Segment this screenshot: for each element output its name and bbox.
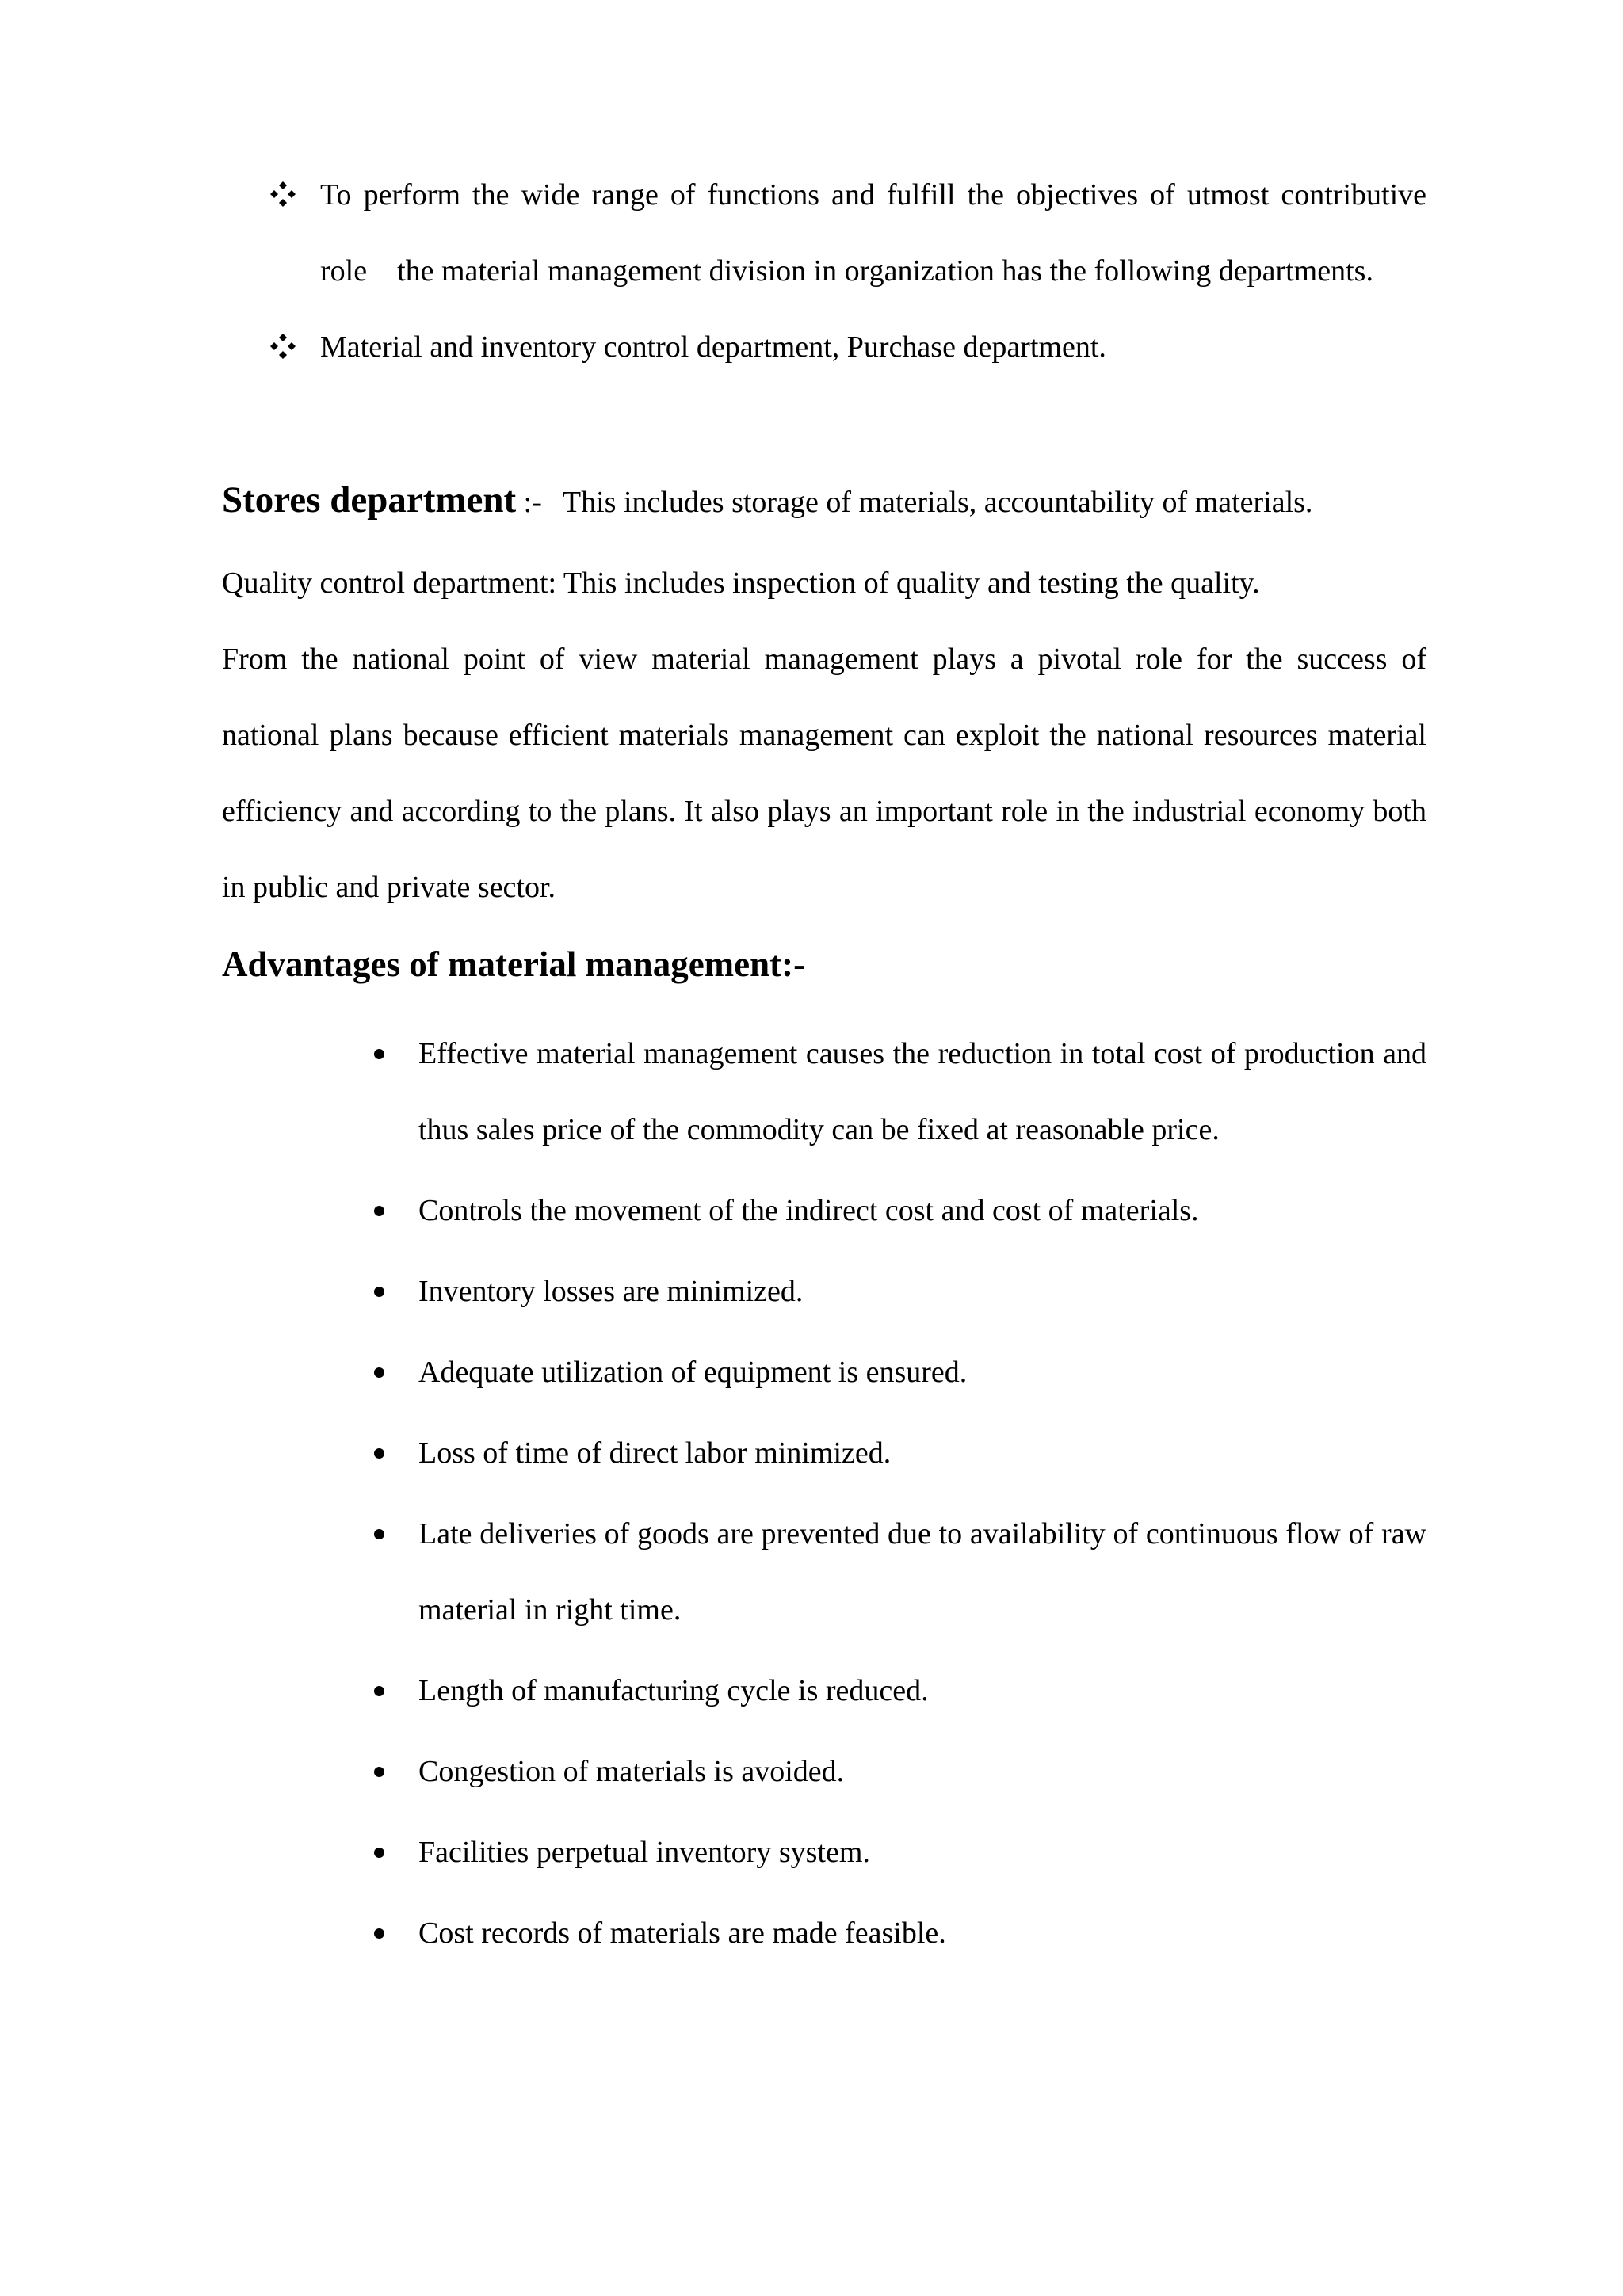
list-item bbox=[368, 1016, 1426, 1168]
list-item bbox=[269, 309, 1426, 385]
diamond-bullet-icon bbox=[269, 181, 296, 208]
bullet-dot-icon bbox=[374, 1767, 384, 1777]
bullet-dot-icon bbox=[374, 1448, 384, 1459]
list-item-text: Controls the movement of the indirect cost and cost of materials. bbox=[418, 1194, 1199, 1227]
quality-paragraph: Quality control department: This includes inspection of quality and testing the quality. bbox=[222, 566, 1260, 600]
advantages-heading: Advantages of material management:- bbox=[222, 944, 806, 984]
advantages-list bbox=[368, 1016, 1426, 1976]
diamond-bullet-icon bbox=[269, 333, 296, 360]
list-item bbox=[368, 1496, 1426, 1648]
list-item bbox=[368, 1253, 1426, 1329]
list-item bbox=[368, 1415, 1426, 1491]
list-item bbox=[368, 1895, 1426, 1971]
stores-heading: Stores department bbox=[222, 479, 517, 521]
bullet-dot-icon bbox=[374, 1848, 384, 1858]
list-item bbox=[368, 1173, 1426, 1249]
departments-list bbox=[269, 157, 1426, 385]
list-item bbox=[368, 1814, 1426, 1890]
list-item bbox=[368, 1733, 1426, 1810]
list-item bbox=[269, 157, 1426, 309]
list-item bbox=[368, 1334, 1426, 1410]
list-item-text: Facilities perpetual inventory system. bbox=[418, 1836, 870, 1869]
list-item-text: Inventory losses are minimized. bbox=[418, 1275, 804, 1308]
list-item-text: Congestion of materials is avoided. bbox=[418, 1755, 845, 1788]
stores-separator: :- bbox=[516, 486, 542, 519]
bullet-dot-icon bbox=[374, 1686, 384, 1696]
bullet-dot-icon bbox=[374, 1206, 384, 1216]
national-paragraph: From the national point of view material management plays a pivotal role for the success of national plans because efficient materials management can exploit the national resources material efficiency and according to the plans. It also plays an important role in the industrial economy both in public and private sector. bbox=[222, 643, 1426, 904]
stores-department-line bbox=[222, 464, 1442, 544]
bullet-dot-icon bbox=[374, 1049, 384, 1059]
bullet-dot-icon bbox=[374, 1367, 384, 1378]
list-item-text: Late deliveries of goods are prevented due to availability of continuous flow of raw material in right time. bbox=[418, 1517, 1426, 1627]
list-item-text: Length of manufacturing cycle is reduced. bbox=[418, 1674, 929, 1707]
list-item-text: To perform the wide range of functions and fulfill the objectives of utmost contributive role the material management division in organization has the following departments. bbox=[320, 178, 1426, 288]
bullet-dot-icon bbox=[374, 1287, 384, 1297]
list-item-text: Loss of time of direct labor minimized. bbox=[418, 1436, 892, 1470]
list-item bbox=[368, 1653, 1426, 1729]
bullet-dot-icon bbox=[374, 1928, 384, 1939]
bullet-dot-icon bbox=[374, 1529, 384, 1539]
list-item-text: Material and inventory control department, Purchase department. bbox=[320, 330, 1106, 364]
list-item-text: Adequate utilization of equipment is ensured. bbox=[418, 1356, 968, 1389]
list-item-text: Effective material management causes the reduction in total cost of production and thus sales price of the commodity can be fixed at reasonable price. bbox=[418, 1037, 1426, 1146]
stores-text: This includes storage of materials, accountability of materials. bbox=[562, 486, 1313, 519]
list-item-text: Cost records of materials are made feasible. bbox=[418, 1917, 946, 1950]
